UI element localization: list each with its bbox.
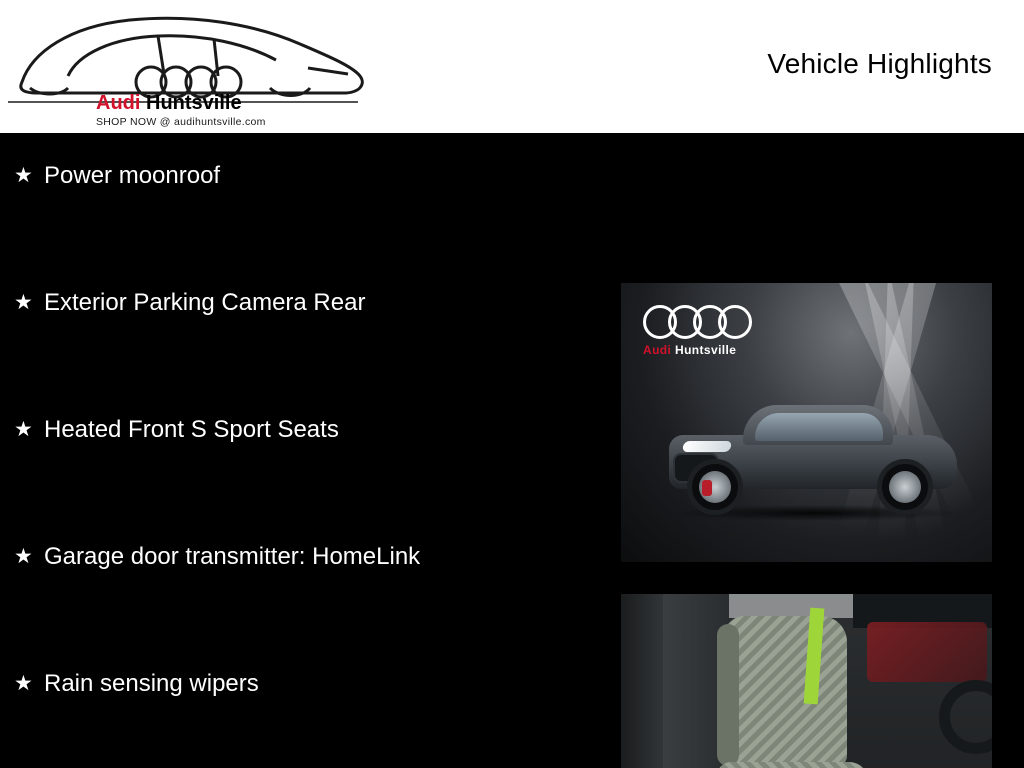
exterior-vehicle-photo [621,283,992,562]
photo-brand-dealer: Huntsville [671,343,737,357]
car-illustration [663,401,963,521]
list-item-label: Power moonroof [44,162,221,189]
dealer-logo [8,4,378,132]
logo-dealer-text: Huntsville [146,92,242,114]
list-item [0,288,600,415]
page-title: Vehicle Highlights [767,48,992,79]
list-item [0,161,600,288]
list-item [0,669,600,768]
interior-vehicle-photo [621,594,992,768]
logo-tagline: SHOP NOW @ audihuntsville.com [96,116,266,128]
star-icon: ★ [14,672,33,695]
photo-brand-caption [643,343,736,357]
list-item-label: Garage door transmitter: HomeLink [44,543,421,570]
list-item [0,415,600,542]
photo-brand-audi: Audi [643,343,672,357]
star-icon: ★ [14,164,33,187]
highlights-list [0,161,600,768]
star-icon: ★ [14,418,33,441]
list-item [0,542,600,669]
slide-body [0,133,1024,768]
star-icon: ★ [14,291,33,314]
steering-wheel [939,680,992,754]
slide-header [0,0,1024,133]
list-item-label: Exterior Parking Camera Rear [44,289,366,316]
logo-brand-text: Audi [96,92,141,114]
list-item-label: Heated Front S Sport Seats [44,416,339,443]
star-icon: ★ [14,545,33,568]
list-item-label: Rain sensing wipers [44,670,259,697]
